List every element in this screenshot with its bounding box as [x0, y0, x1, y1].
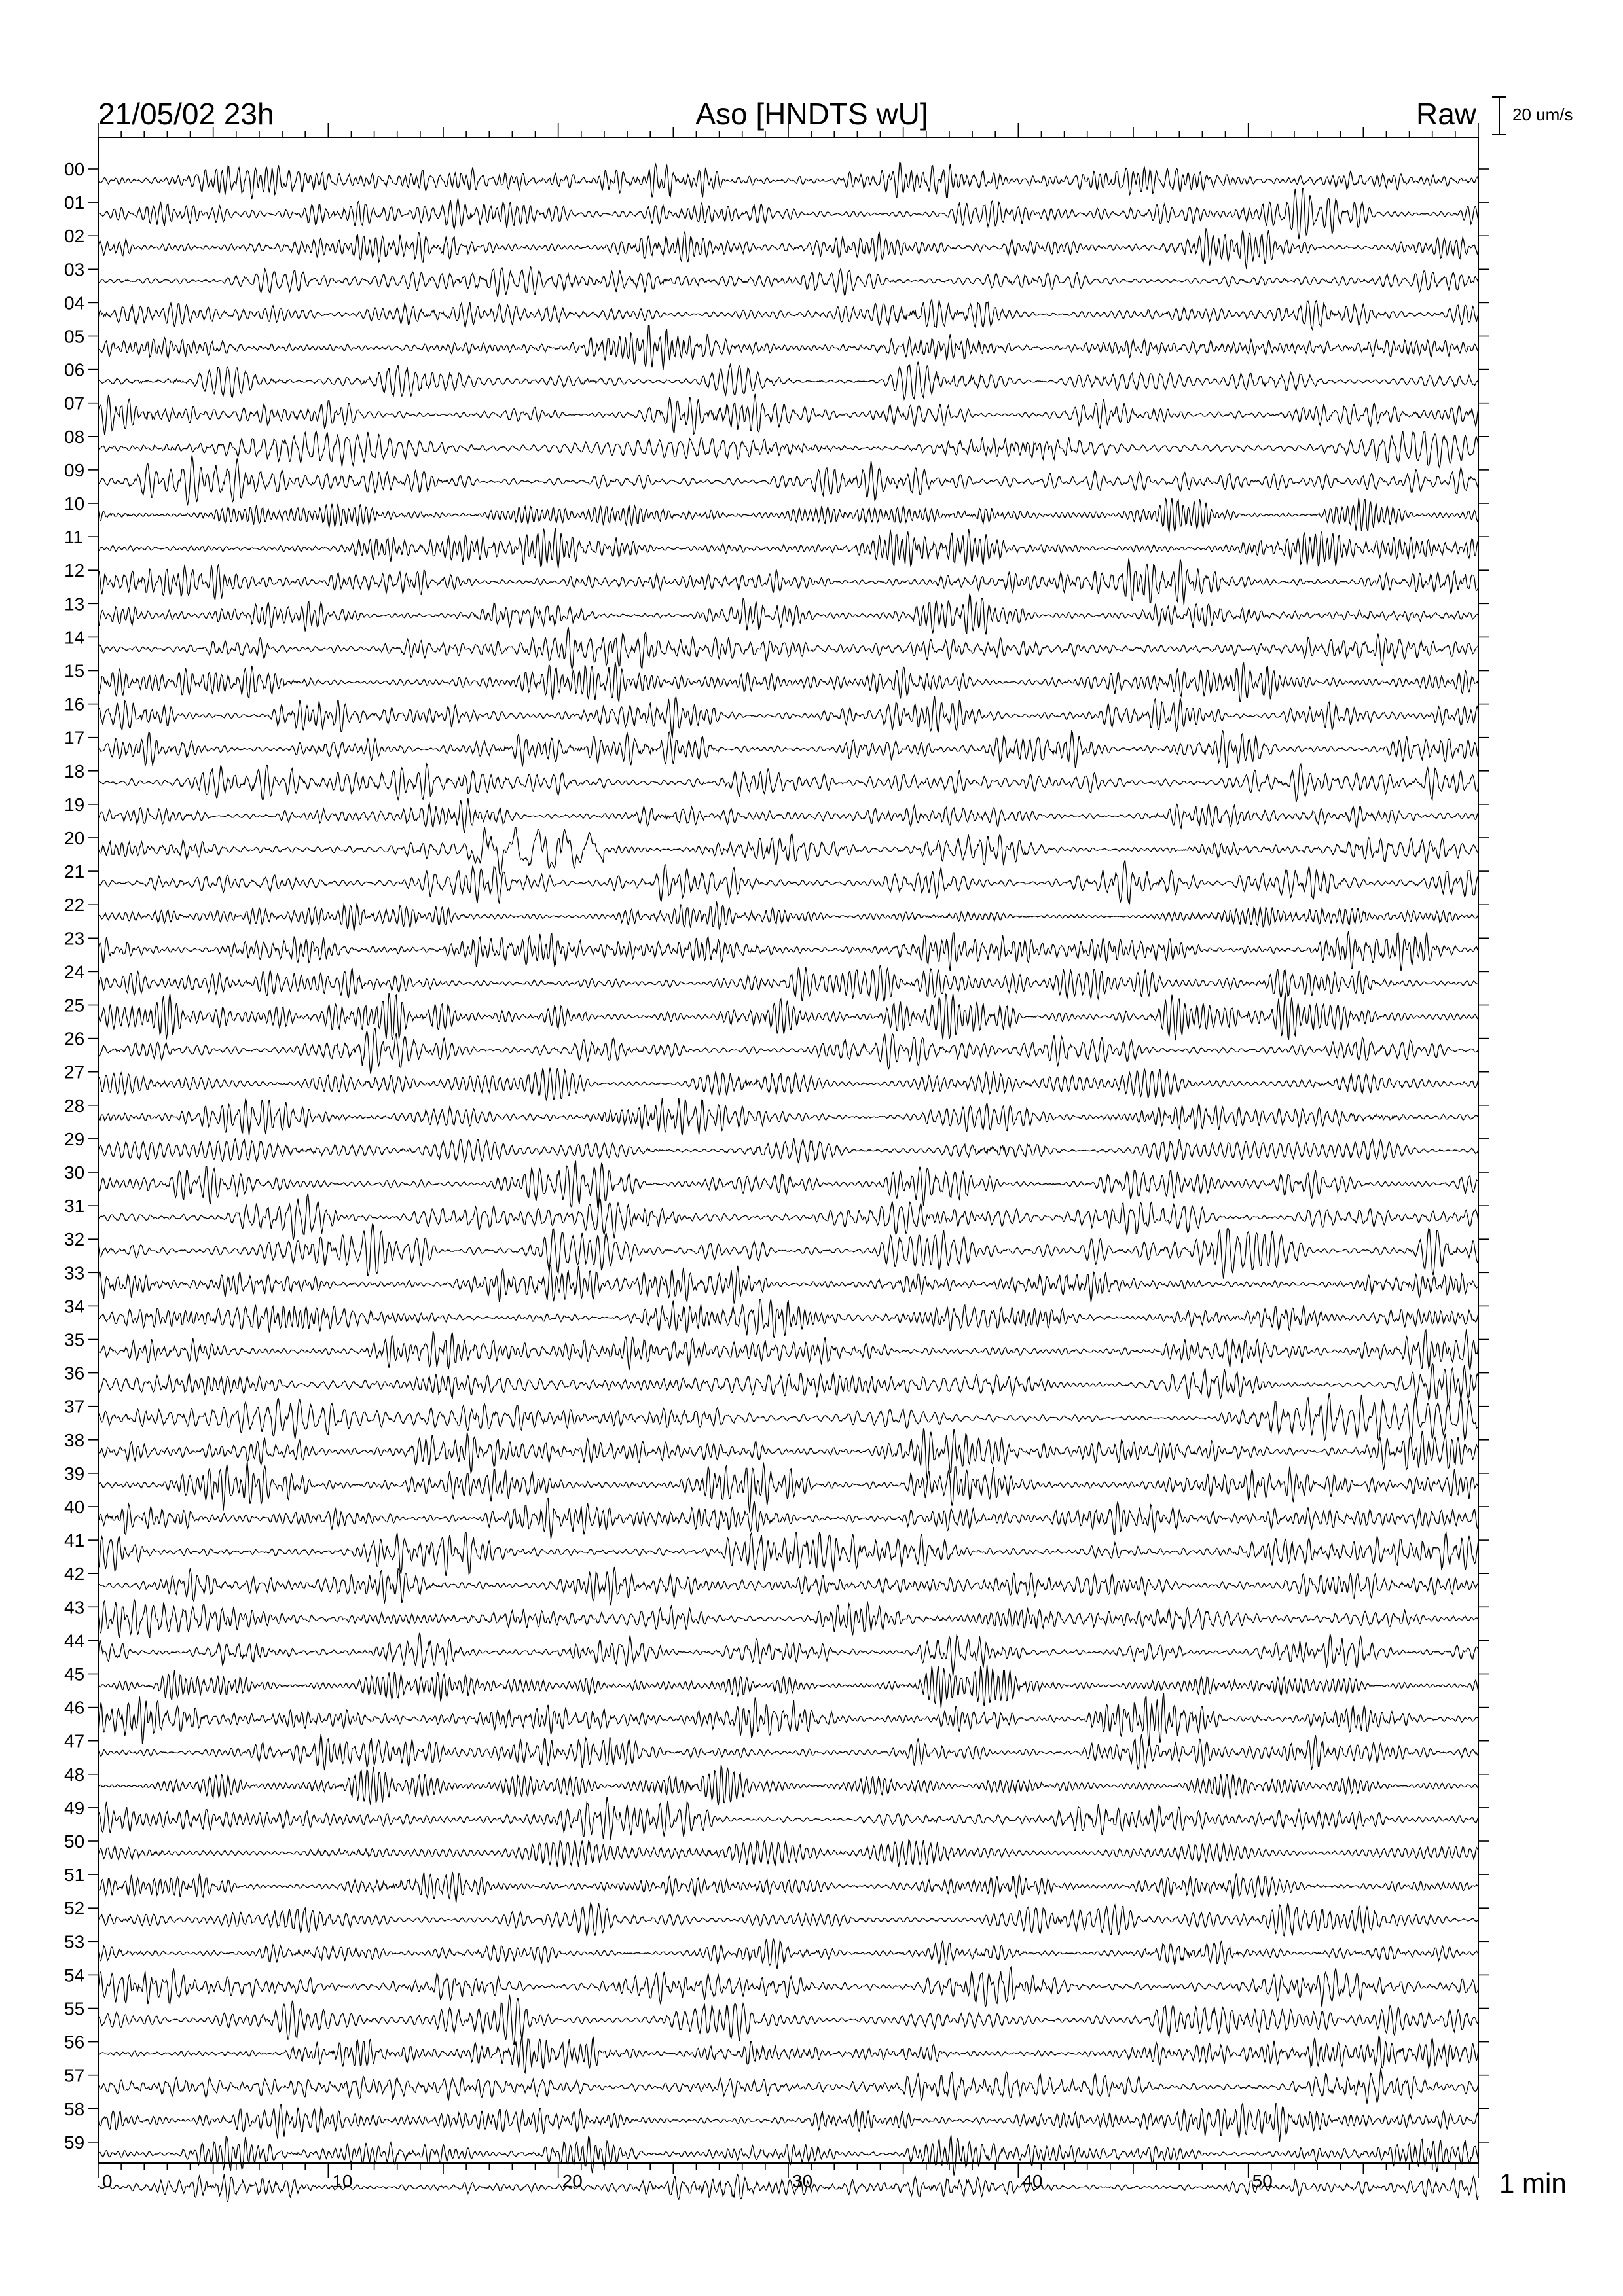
row-label: 25 [64, 995, 85, 1016]
row-label: 05 [64, 326, 85, 347]
trace-row [98, 1462, 1478, 1513]
row-label: 48 [64, 1764, 85, 1785]
trace-row [98, 931, 1478, 971]
row-label: 31 [64, 1196, 85, 1217]
trace-row [98, 1138, 1478, 1163]
row-label: 49 [64, 1797, 85, 1818]
row-label: 59 [64, 2132, 85, 2153]
duration-label: 1 min [1499, 2168, 1567, 2198]
x-tick-label: 50 [1252, 2171, 1273, 2191]
trace-row [98, 1393, 1478, 1441]
row-label: 20 [64, 828, 85, 848]
x-tick-label: 0 [102, 2171, 113, 2191]
row-label: 42 [64, 1564, 85, 1585]
row-label: 17 [64, 727, 85, 748]
trace-row [98, 325, 1478, 370]
trace-row [98, 1734, 1478, 1770]
seismic-traces [98, 162, 1478, 2202]
trace-row [98, 827, 1478, 875]
trace-row [98, 1161, 1478, 1208]
trace-row [98, 498, 1478, 533]
row-label: 45 [64, 1664, 85, 1685]
trace-row [98, 1967, 1478, 2007]
trace-row [98, 965, 1478, 1002]
row-label: 57 [64, 2065, 85, 2086]
trace-row [98, 1840, 1478, 1867]
trace-row [98, 901, 1478, 931]
row-label: 29 [64, 1128, 85, 1149]
trace-row [98, 1567, 1478, 1605]
row-label: 41 [64, 1530, 85, 1551]
row-label: 09 [64, 459, 85, 480]
row-label: 13 [64, 594, 85, 615]
row-label: 53 [64, 1931, 85, 1952]
row-label: 51 [64, 1865, 85, 1886]
trace-row [98, 559, 1478, 605]
row-label: 46 [64, 1697, 85, 1718]
trace-row [98, 162, 1478, 199]
row-label: 58 [64, 2098, 85, 2119]
row-label: 23 [64, 928, 85, 949]
x-tick-label: 40 [1022, 2171, 1043, 2191]
row-label: 28 [64, 1095, 85, 1116]
trace-row [98, 267, 1478, 297]
row-label: 14 [64, 627, 85, 648]
trace-row [98, 731, 1478, 768]
x-tick-label: 30 [792, 2171, 813, 2191]
row-label: 27 [64, 1062, 85, 1083]
row-label: 43 [64, 1597, 85, 1618]
row-label: 47 [64, 1731, 85, 1751]
trace-row [98, 1532, 1478, 1576]
trace-row [98, 1995, 1478, 2045]
trace-row [98, 798, 1478, 833]
row-label: 56 [64, 2032, 85, 2053]
row-label: 33 [64, 1263, 85, 1283]
row-label: 01 [64, 192, 85, 213]
trace-row [98, 1028, 1478, 1073]
x-tick-label: 20 [562, 2171, 583, 2191]
row-label: 54 [64, 1965, 85, 1986]
row-label: 21 [64, 861, 85, 882]
trace-row [98, 1665, 1478, 1708]
row-label: 03 [64, 259, 85, 280]
trace-row [98, 2036, 1478, 2073]
trace-row [98, 1872, 1478, 1903]
row-label: 19 [64, 794, 85, 815]
trace-row [98, 1600, 1478, 1638]
trace-row [98, 528, 1478, 568]
row-label: 35 [64, 1329, 85, 1350]
row-label: 08 [64, 426, 85, 447]
row-label: 07 [64, 393, 85, 414]
trace-row [98, 1693, 1478, 1746]
row-label: 38 [64, 1429, 85, 1450]
trace-row [98, 188, 1478, 240]
mode-label: Raw [1415, 97, 1476, 131]
amplitude-scale-bar [1492, 97, 1506, 134]
trace-row [98, 1329, 1478, 1370]
scale-label: 20 um/s [1512, 105, 1573, 124]
trace-row [98, 1903, 1478, 1937]
trace-row [98, 1068, 1478, 1100]
row-label: 04 [64, 293, 85, 314]
trace-row [98, 394, 1478, 435]
trace-row [98, 300, 1478, 331]
trace-row [98, 696, 1478, 738]
row-label: 40 [64, 1497, 85, 1517]
trace-row [98, 662, 1478, 702]
row-label: 39 [64, 1463, 85, 1484]
row-label: 15 [64, 660, 85, 681]
row-label: 12 [64, 560, 85, 581]
trace-row [98, 456, 1478, 506]
row-label: 11 [64, 527, 84, 548]
row-label: 50 [64, 1831, 85, 1852]
row-label: 24 [64, 961, 85, 982]
trace-row [98, 1939, 1478, 1969]
row-label: 36 [64, 1363, 85, 1384]
row-label: 16 [64, 694, 85, 715]
row-label: 06 [64, 359, 85, 380]
trace-row [98, 1428, 1478, 1479]
trace-row [98, 2103, 1478, 2142]
trace-row [98, 362, 1478, 399]
row-label: 52 [64, 1898, 85, 1919]
row-label: 26 [64, 1028, 85, 1049]
trace-row [98, 229, 1478, 269]
trace-row [98, 1098, 1478, 1136]
trace-row [98, 627, 1478, 669]
row-label: 02 [64, 226, 85, 247]
trace-row [98, 1299, 1478, 1338]
row-label: 34 [64, 1296, 85, 1317]
row-label: 44 [64, 1630, 85, 1651]
x-tick-label: 10 [332, 2171, 353, 2191]
row-label: 55 [64, 1998, 85, 2019]
row-label: 18 [64, 761, 85, 781]
station-title: Aso [HNDTS wU] [695, 97, 928, 131]
trace-row [98, 764, 1478, 802]
row-label: 00 [64, 159, 85, 179]
trace-row [98, 431, 1478, 468]
trace-row [98, 1634, 1478, 1676]
row-label: 10 [64, 493, 85, 514]
date-hour-label: 21/05/02 23h [98, 97, 274, 131]
trace-row [98, 1194, 1478, 1240]
trace-row [98, 2068, 1478, 2104]
trace-row [98, 1265, 1478, 1303]
row-label: 22 [64, 895, 85, 916]
time-ticks [98, 123, 1478, 2178]
trace-row [98, 594, 1478, 634]
trace-row [98, 1765, 1478, 1805]
row-label: 30 [64, 1162, 85, 1183]
trace-row [98, 860, 1478, 903]
trace-row [98, 1224, 1478, 1278]
trace-row [98, 1498, 1478, 1539]
trace-row [98, 1797, 1478, 1840]
trace-row [98, 1363, 1478, 1407]
trace-row [98, 993, 1478, 1040]
row-label: 37 [64, 1396, 85, 1417]
row-label: 32 [64, 1229, 85, 1250]
